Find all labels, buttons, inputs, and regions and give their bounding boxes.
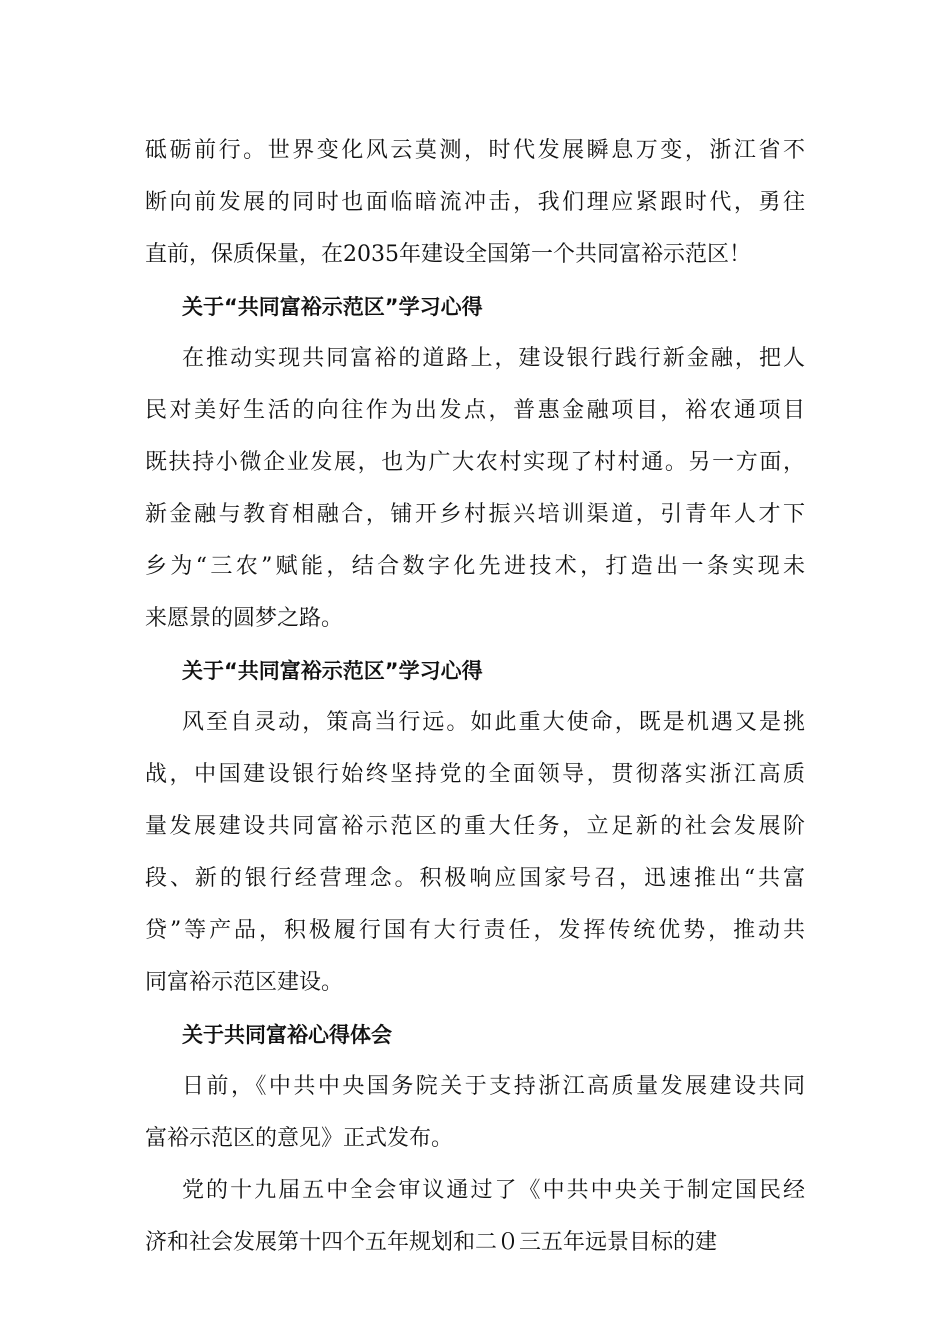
section-heading: 关于“共同富裕示范区”学习心得 <box>182 295 483 319</box>
section-heading: 关于“共同富裕示范区”学习心得 <box>182 659 483 683</box>
text-line: 断向前发展的同时也面临暗流冲击，我们理应紧跟时代，勇往 <box>145 190 805 215</box>
text-line: 直前，保质保量，在2035年建设全国第一个共同富裕示范区！ <box>145 242 751 267</box>
text-line: 来愿景的圆梦之路。 <box>145 606 344 631</box>
section-heading: 关于共同富裕心得体会 <box>182 1023 392 1047</box>
text-line: 量发展建设共同富裕示范区的重大任务，立足新的社会发展阶 <box>145 814 805 839</box>
text-line: 风至自灵动，策高当行远。如此重大使命，既是机遇又是挑 <box>182 710 805 735</box>
paragraph <box>145 1061 805 1165</box>
paragraph <box>145 1165 805 1269</box>
text-line: 富裕示范区的意见》正式发布。 <box>145 1126 454 1151</box>
paragraph <box>145 697 805 1009</box>
text-line: 既扶持小微企业发展，也为广大农村实现了村村通。另一方面， <box>145 450 805 475</box>
text-line: 济和社会发展第十四个五年规划和二０三五年远景目标的建 <box>145 1230 718 1255</box>
text-line: 乡为“三农”赋能，结合数字化先进技术，打造出一条实现未 <box>145 554 805 579</box>
paragraph <box>145 125 805 281</box>
text-line: 新金融与教育相融合，铺开乡村振兴培训渠道，引青年人才下 <box>145 502 805 527</box>
text-line: 战，中国建设银行始终坚持党的全面领导，贯彻落实浙江高质 <box>145 762 805 787</box>
text-line: 党的十九届五中全会审议通过了《中共中央关于制定国民经 <box>182 1178 805 1203</box>
text-line: 贷”等产品，积极履行国有大行责任，发挥传统优势，推动共 <box>145 918 805 943</box>
text-line: 日前，《中共中央国务院关于支持浙江高质量发展建设共同 <box>182 1074 805 1099</box>
text-line: 砥砺前行。世界变化风云莫测，时代发展瞬息万变，浙江省不 <box>145 138 805 163</box>
paragraph <box>145 333 805 645</box>
text-line: 民对美好生活的向往作为出发点，普惠金融项目，裕农通项目 <box>145 398 805 423</box>
document-body <box>145 125 805 1269</box>
text-line: 在推动实现共同富裕的道路上，建设银行践行新金融，把人 <box>182 346 805 371</box>
text-line: 同富裕示范区建设。 <box>145 970 344 995</box>
text-line: 段、新的银行经营理念。积极响应国家号召，迅速推出“共富 <box>145 866 805 891</box>
